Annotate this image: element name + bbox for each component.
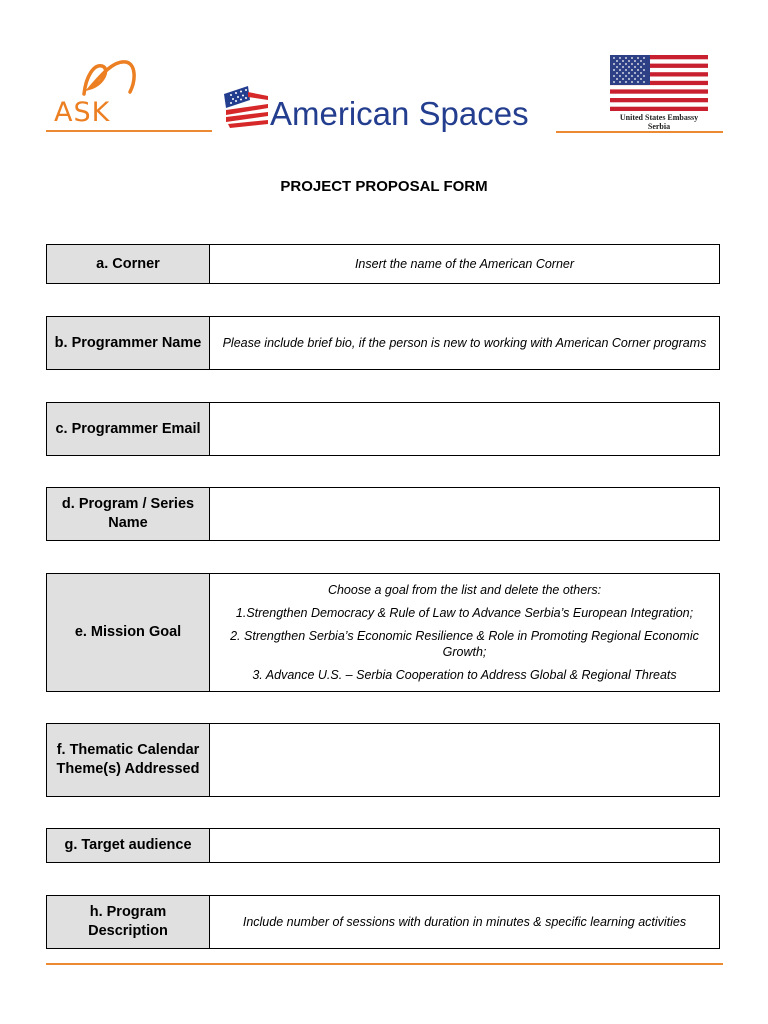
programmer-email-field[interactable] [210,403,719,455]
form-row-thematic-calendar [46,723,720,797]
mission-goal-option-3: 3. Advance U.S. – Serbia Cooperation to Address Global & Regional Threats [252,668,677,682]
mission-goal-option-1: 1.Strengthen Democracy & Rule of Law to Advance Serbia’s European Integration; [235,606,694,620]
mission-goal-field[interactable] [210,574,719,691]
programmer-name-field[interactable]: Please include brief bio, if the person is new to working with American Corner programs [222,336,707,350]
mission-goal-label: e. Mission Goal [47,574,210,691]
form-row-mission-goal [46,573,720,692]
ask-logo-text: ASK [54,97,111,128]
target-audience-label: g. Target audience [47,829,210,862]
mission-goal-instruction: Choose a goal from the list and delete the others: [327,583,602,597]
footer-divider [46,963,723,965]
programmer-name-label: b. Programmer Name [47,317,210,369]
program-description-label: h. Program Description [47,896,210,948]
mission-goal-option-2: 2. Strengthen Serbia’s Economic Resilience & Role in Promoting Regional Economic Growth; [230,629,699,659]
ask-logo [50,54,150,130]
american-spaces-title: American Spaces [270,95,529,132]
form-title: PROJECT PROPOSAL FORM [280,178,488,195]
us-flag-icon [610,55,708,111]
corner-label: a. Corner [47,245,210,283]
program-description-field[interactable]: Include number of sessions with duration in minutes & specific learning activities [242,915,687,929]
embassy-caption [596,113,722,131]
programmer-email-label: c. Programmer Email [47,403,210,455]
thematic-calendar-field[interactable] [210,724,719,796]
american-spaces-flag-icon [220,84,272,132]
header-divider-left [46,130,212,132]
thematic-calendar-label: f. Thematic Calendar Theme(s) Addressed [47,724,210,796]
program-name-label: d. Program / Series Name [47,488,210,540]
form-row-programmer-name [46,316,720,370]
form-row-programmer-email [46,402,720,456]
embassy-caption-line2: Serbia [647,122,671,131]
form-row-program-description [46,895,720,949]
embassy-caption-line1: United States Embassy [619,113,699,122]
target-audience-field[interactable] [210,829,719,862]
form-row-target-audience [46,828,720,863]
corner-field[interactable]: Insert the name of the American Corner [354,257,575,271]
form-row-corner [46,244,720,284]
program-name-field[interactable] [210,488,719,540]
form-row-program-name [46,487,720,541]
header-divider-right [556,131,723,133]
